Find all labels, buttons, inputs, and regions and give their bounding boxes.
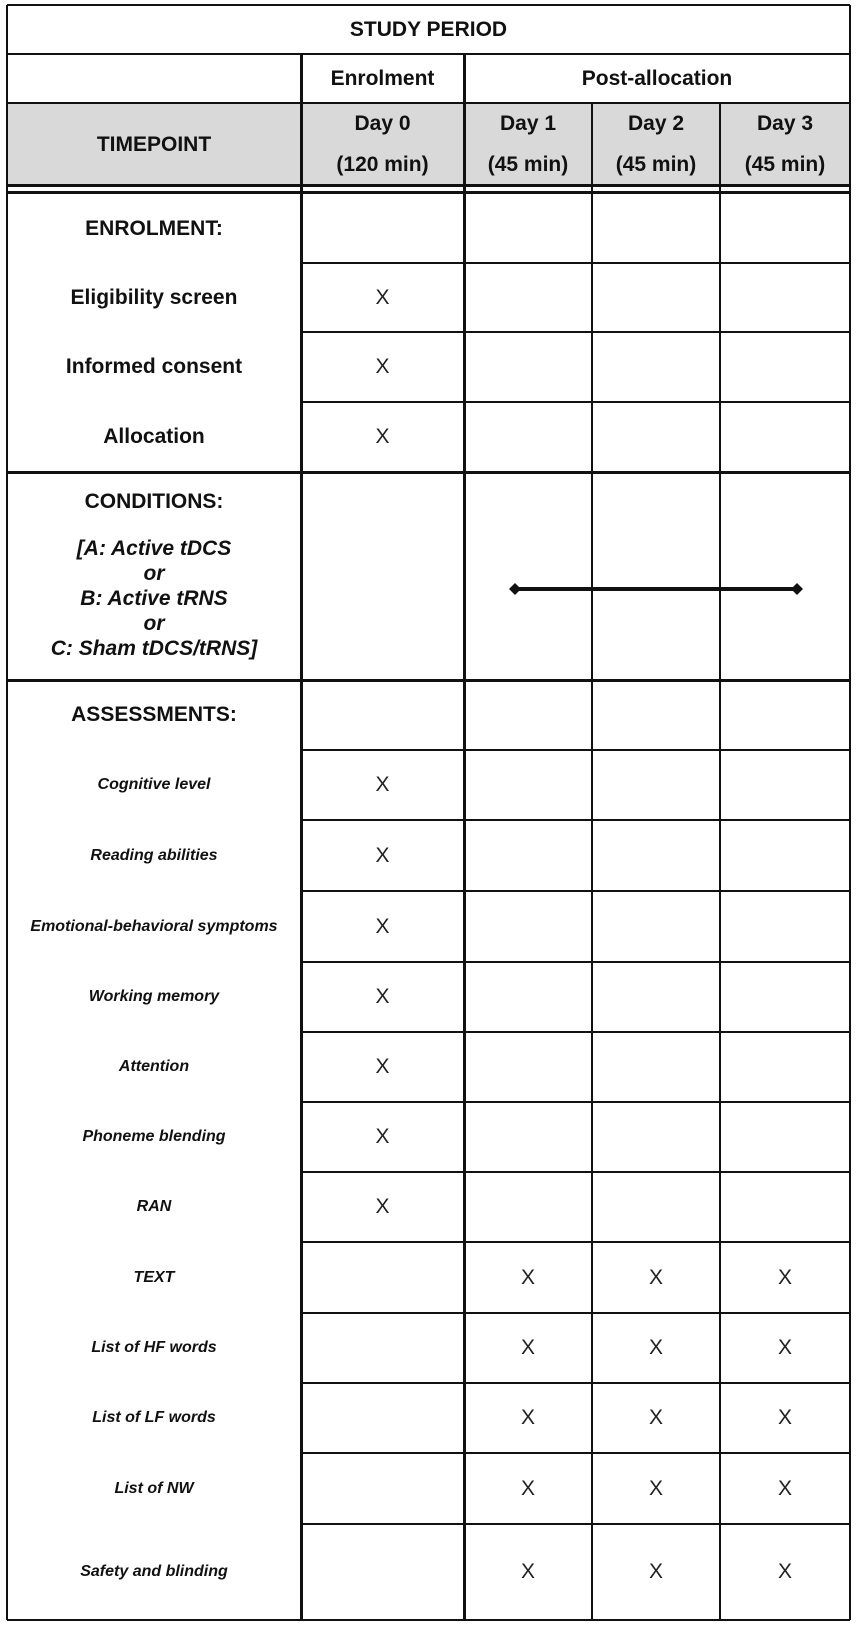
grid-line	[301, 819, 850, 821]
timepoint-label: TIMEPOINT	[96, 132, 212, 156]
day-header	[592, 103, 720, 186]
grid-line	[463, 54, 466, 1620]
schedule-mark: X	[375, 355, 390, 378]
schedule-cell	[301, 820, 464, 891]
frame-right	[849, 5, 851, 1620]
day-header	[464, 103, 592, 186]
schedule-cell	[464, 962, 592, 1032]
row-label-text: RAN	[136, 1198, 172, 1215]
row-label	[27, 962, 281, 1032]
schedule-cell	[592, 1383, 720, 1453]
schedule-mark: X	[777, 1406, 792, 1429]
schedule-cell	[301, 1172, 464, 1242]
schedule-cell	[464, 1172, 592, 1242]
schedule-cell	[464, 1102, 592, 1172]
schedule-cell	[301, 750, 464, 820]
row-label-text: Working memory	[88, 988, 220, 1005]
row-label	[27, 332, 281, 402]
schedule-cell	[301, 1383, 464, 1453]
schedule-cell	[301, 891, 464, 962]
row-label-text: Phoneme blending	[82, 1128, 226, 1145]
row-label	[27, 1524, 281, 1620]
row-label	[27, 1102, 281, 1172]
row-label-text: TEXT	[133, 1268, 175, 1286]
schedule-cell	[720, 402, 850, 472]
schedule-cell	[720, 1102, 850, 1172]
post-allocation-label: Post-allocation	[581, 66, 733, 90]
schedule-cell	[592, 1102, 720, 1172]
schedule-mark: X	[648, 1336, 663, 1359]
schedule-cell	[592, 1242, 720, 1313]
grid-line	[301, 331, 850, 333]
row-label	[27, 1242, 281, 1313]
frame-top	[7, 4, 850, 6]
schedule-cell	[592, 891, 720, 962]
schedule-cell	[720, 1242, 850, 1313]
schedule-cell	[301, 1524, 464, 1620]
schedule-cell	[301, 1102, 464, 1172]
study-period-label: STUDY PERIOD	[349, 17, 508, 41]
section-divider	[7, 471, 850, 474]
header-double-line-1	[7, 184, 850, 187]
grid-line	[301, 1382, 850, 1384]
grid-line	[301, 1171, 850, 1173]
row-label	[27, 1453, 281, 1524]
schedule-cell	[464, 1383, 592, 1453]
schedule-cell	[720, 1032, 850, 1102]
day-label: Day 2	[627, 111, 685, 135]
schedule-cell	[720, 1383, 850, 1453]
schedule-mark: X	[777, 1265, 792, 1289]
schedule-cell	[592, 1172, 720, 1242]
grid-line	[301, 890, 850, 892]
schedule-cell	[464, 820, 592, 891]
grid-line	[301, 749, 850, 751]
schedule-mark: X	[375, 1055, 390, 1078]
assessments-title: ASSESSMENTS:	[71, 703, 237, 726]
schedule-mark: X	[648, 1406, 663, 1429]
schedule-mark: X	[777, 1476, 792, 1500]
schedule-mark: X	[375, 1195, 390, 1218]
row-label-text: Informed consent	[65, 355, 243, 378]
schedule-cell	[720, 263, 850, 332]
schedule-cell	[301, 1453, 464, 1524]
grid-line	[301, 1101, 850, 1103]
schedule-cell	[720, 962, 850, 1032]
schedule-mark: X	[375, 285, 390, 309]
schedule-mark: X	[375, 914, 390, 938]
schedule-cell	[720, 1524, 850, 1620]
schedule-cell	[592, 1032, 720, 1102]
condition-line: B: Active tRNS	[80, 587, 228, 610]
schedule-mark: X	[777, 1336, 792, 1359]
grid-line	[7, 102, 850, 104]
schedule-mark: X	[648, 1265, 663, 1289]
row-label	[27, 1172, 281, 1242]
section-divider	[7, 679, 850, 682]
schedule-cell	[464, 891, 592, 962]
schedule-cell	[301, 962, 464, 1032]
schedule-mark: X	[375, 1125, 390, 1148]
grid-line	[301, 401, 850, 403]
row-label	[27, 402, 281, 472]
grid-line	[301, 1241, 850, 1243]
schedule-mark: X	[777, 1560, 792, 1583]
schedule-cell	[301, 263, 464, 332]
day-label: Day 0	[354, 111, 411, 135]
conditions-block	[7, 472, 301, 680]
condition-line: or	[143, 612, 165, 635]
grid-line	[301, 1312, 850, 1314]
grid-line	[300, 54, 303, 1620]
conditions-title: CONDITIONS:	[84, 490, 224, 513]
schedule-mark: X	[520, 1476, 535, 1500]
condition-line: C: Sham tDCS/tRNS]	[50, 637, 258, 660]
schedule-cell	[592, 962, 720, 1032]
schedule-mark: X	[375, 985, 390, 1008]
assessments-section-title	[7, 680, 301, 750]
row-label-text: Emotional-behavioral symptoms	[30, 917, 278, 935]
frame-left	[6, 5, 8, 1620]
day-label: Day 3	[756, 111, 814, 135]
row-label	[27, 820, 281, 891]
schedule-mark: X	[375, 843, 390, 867]
schedule-cell	[592, 750, 720, 820]
schedule-cell	[720, 750, 850, 820]
header-double-line-2	[7, 191, 850, 194]
timeline-start-marker	[509, 583, 521, 595]
study-period-header	[7, 5, 850, 54]
grid-line	[301, 1523, 850, 1525]
grid-line	[301, 1031, 850, 1033]
schedule-cell	[464, 1313, 592, 1383]
schedule-cell	[592, 1453, 720, 1524]
enrolment-title: ENROLMENT:	[85, 216, 223, 240]
schedule-cell	[720, 891, 850, 962]
frame-bottom	[7, 1619, 850, 1621]
enrolment-section-title	[7, 194, 301, 263]
day-label: Day 1	[499, 111, 557, 135]
schedule-mark: X	[375, 425, 390, 448]
schedule-cell	[301, 1032, 464, 1102]
row-label-text: Attention	[118, 1058, 190, 1075]
row-label-text: Safety and blinding	[80, 1563, 228, 1580]
day-header	[301, 103, 464, 186]
schedule-mark: X	[520, 1406, 535, 1429]
post-allocation-header	[464, 54, 850, 103]
schedule-cell	[592, 1524, 720, 1620]
row-label	[27, 263, 281, 332]
schedule-cell	[464, 402, 592, 472]
grid-line	[301, 1452, 850, 1454]
day-duration: (120 min)	[336, 153, 429, 177]
schedule-cell	[720, 820, 850, 891]
day-header	[720, 103, 850, 186]
schedule-cell	[720, 1172, 850, 1242]
schedule-cell	[301, 402, 464, 472]
schedule-cell	[301, 1313, 464, 1383]
schedule-mark: X	[520, 1265, 535, 1289]
timeline-end-marker	[791, 583, 803, 595]
enrolment-label: Enrolment	[330, 66, 435, 90]
schedule-cell	[720, 1313, 850, 1383]
row-label	[27, 750, 281, 820]
schedule-cell	[720, 332, 850, 402]
schedule-mark: X	[375, 773, 390, 796]
schedule-mark: X	[648, 1560, 663, 1583]
schedule-cell	[592, 263, 720, 332]
day-duration: (45 min)	[487, 153, 569, 177]
schedule-cell	[464, 332, 592, 402]
grid-line	[7, 53, 850, 55]
schedule-cell	[301, 1242, 464, 1313]
enrolment-header	[301, 54, 464, 103]
schedule-cell	[592, 820, 720, 891]
schedule-cell	[592, 402, 720, 472]
timepoint-header	[7, 103, 301, 186]
schedule-cell	[720, 1453, 850, 1524]
row-label-text: Cognitive level	[97, 776, 211, 793]
row-label	[27, 1383, 281, 1453]
schedule-cell	[464, 750, 592, 820]
schedule-cell	[464, 1524, 592, 1620]
row-label	[27, 1032, 281, 1102]
grid-line	[301, 961, 850, 963]
schedule-mark: X	[520, 1336, 535, 1359]
row-label	[27, 1313, 281, 1383]
schedule-mark: X	[520, 1560, 535, 1583]
schedule-cell	[464, 1032, 592, 1102]
row-label-text: Eligibility screen	[70, 285, 238, 309]
schedule-mark: X	[648, 1476, 663, 1500]
row-label-text: Allocation	[103, 425, 205, 448]
condition-line: or	[143, 562, 165, 585]
row-label	[27, 891, 281, 962]
row-label-text: List of NW	[114, 1479, 194, 1497]
grid-line	[301, 262, 850, 264]
schedule-cell	[464, 1242, 592, 1313]
schedule-cell	[464, 263, 592, 332]
schedule-cell	[592, 1313, 720, 1383]
row-label-text: List of HF words	[91, 1339, 217, 1356]
schedule-cell	[464, 1453, 592, 1524]
condition-line: [A: Active tDCS	[76, 537, 232, 560]
schedule-cell	[592, 332, 720, 402]
day-duration: (45 min)	[615, 153, 697, 177]
row-label-text: List of LF words	[92, 1409, 216, 1426]
schedule-cell	[301, 332, 464, 402]
row-label-text: Reading abilities	[90, 846, 218, 864]
day-duration: (45 min)	[744, 153, 826, 177]
